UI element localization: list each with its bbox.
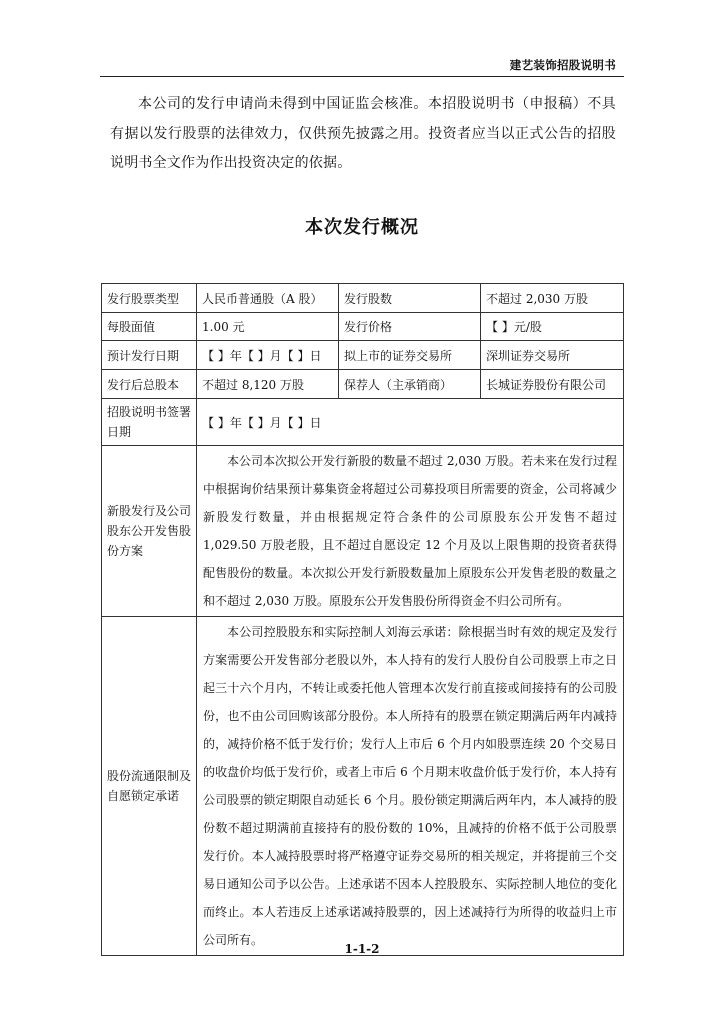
table-value: 【 】年【 】月【 】日 xyxy=(197,341,339,370)
table-value: 长城证券股份有限公司 xyxy=(481,370,624,399)
section-title: 本次发行概况 xyxy=(305,217,419,238)
table-row xyxy=(102,446,624,617)
table-value: 不超过 8,120 万股 xyxy=(197,370,339,399)
table-label: 发行价格 xyxy=(339,313,481,341)
table-value: 1.00 元 xyxy=(197,313,339,341)
table-value: 人民币普通股（A 股） xyxy=(197,284,339,313)
table-label: 预计发行日期 xyxy=(102,341,197,370)
table-row xyxy=(102,313,624,341)
table-row xyxy=(102,399,624,446)
table-label: 拟上市的证券交易所 xyxy=(339,341,481,370)
table-label: 招股说明书签署日期 xyxy=(102,399,197,446)
table-value: 深圳证券交易所 xyxy=(481,341,624,370)
table-label: 每股面值 xyxy=(102,313,197,341)
table-label: 发行后总股本 xyxy=(102,370,197,399)
table-row xyxy=(102,617,624,956)
table-label: 发行股数 xyxy=(339,284,481,313)
table-value: 【 】元/股 xyxy=(481,313,624,341)
table-label: 新股发行及公司股东公开发售股份方案 xyxy=(102,446,197,617)
table-label: 发行股票类型 xyxy=(102,284,197,313)
table-row xyxy=(102,341,624,370)
table-value: 本公司本次拟公开发行新股的数量不超过 2,030 万股。若未来在发行过程中根据询价结果预计募集资金将超过公司募投项目所需要的资金，公司将减少新股发行数量，并由根据规定符合条件的公司原股东公开发售不超过 1,029.50 万股老股，且不超过自愿设定 12 个月及以上限售期的投资者获得配售股份的数量。本次拟公开发行新股数量加上原股东公开发售老股的数量之和不超过 2,030 万股。原股东公开发售股份所得资金不归公司所有。 xyxy=(197,446,624,617)
table-value: 不超过 2,030 万股 xyxy=(481,284,624,313)
offering-overview-table xyxy=(101,283,624,956)
document-header-title: 建艺装饰招股说明书 xyxy=(509,58,616,72)
table-row xyxy=(102,284,624,313)
table-label: 保荐人（主承销商） xyxy=(339,370,481,399)
table-value: 本公司控股股东和实际控制人刘海云承诺：除根据当时有效的规定及发行方案需要公开发售部分老股以外，本人持有的发行人股份自公司股票上市之日起三十六个月内，不转让或委托他人管理本次发行前直接或间接持有的公司股份，也不由公司回购该部分股份。本人所持有的股票在锁定期满后两年内减持的，减持价格不低于发行价；发行人上市后 6 个月内如股票连续 20 个交易日的收盘价均低于发行价，或者上市后 6 个月期末收盘价低于发行价，本人持有公司股票的锁定期限自动延长 6 个月。股份锁定期满后两年内，本人减持的股份数不超过期满前直接持有的股份数的 10%，且减持的价格不低于公司股票发行价。本人减持股票时将严格遵守证券交易所的相关规定，并将提前三个交易日通知公司予以公告。上述承诺不因本人控股股东、实际控制人地位的变化而终止。本人若违反上述承诺减持股票的，因上述减持行为所得的收益归上市公司所有。 xyxy=(197,617,624,956)
table-value: 【 】年【 】月【 】日 xyxy=(197,399,624,446)
header-rule xyxy=(100,76,624,77)
table-label: 股份流通限制及自愿锁定承诺 xyxy=(102,617,197,956)
page-number: 1-1-2 xyxy=(344,942,380,956)
intro-paragraph: 本公司的发行申请尚未得到中国证监会核准。本招股说明书（申报稿）不具有据以发行股票的法律效力，仅供预先披露之用。投资者应当以正式公告的招股说明书全文作为作出投资决定的依据。 xyxy=(110,96,616,171)
table-row xyxy=(102,370,624,399)
